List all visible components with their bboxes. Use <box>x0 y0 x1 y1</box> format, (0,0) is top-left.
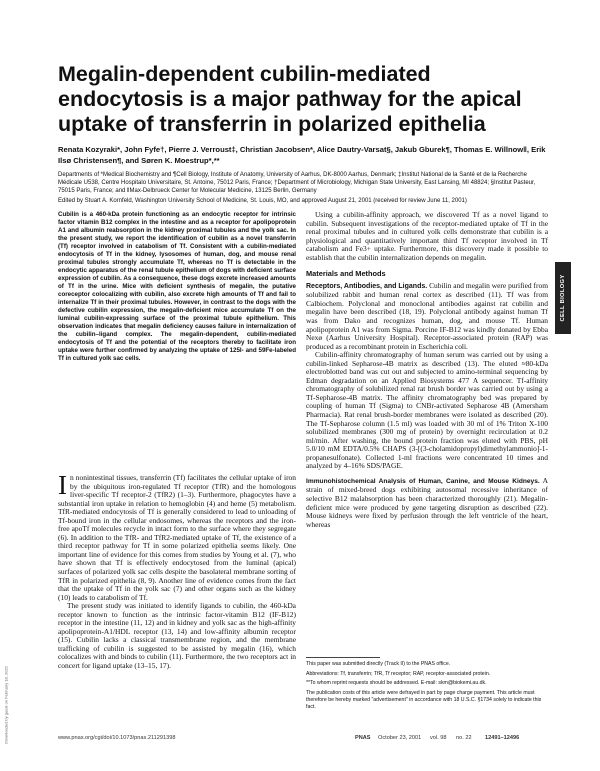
article-title: Megalin-dependent cubilin-mediated endocytosis is a major pathway for the apical uptake of transferrin in polarized epithelia <box>58 62 522 136</box>
immuno-run-head: Immunohistochemical Analysis of Human, Canine, and Mouse Kidneys. <box>306 477 540 485</box>
download-note-text: Downloaded by guest on February 18, 2022 <box>3 666 9 744</box>
right-paragraph-1: Using a cubilin-affinity approach, we discovered Tf as a novel ligand to cubilin. Subsequent investigations of the receptor-mediated uptake of Tf in the renal proximal tubules and in cultured yolk cells demonstrate that cubilin is a physiological and quantitatively important third Tf receptor involved in Tf catabolism and Fe3+ uptake. Furthermore, this discovery made it possible to establish that the cubilin internalization depends on megalin. <box>306 210 548 262</box>
section-tab-label: CELL BIOLOGY <box>560 274 566 322</box>
receptors-text: Cubilin and megalin were purified from solubilized rabbit and human renal cortex as described (11). Tf was from Calbiochem. Polyclonal and monoclonal antibodies against rat cubilin and megalin have been described (18, 19). Polyclonal antibody against human Tf was from Dako and recognizes human, dog, and mouse Tf. Human apolipoprotein A1 was from Sigma. Porcine IF-B12 was kindly donated by Ebba Nexø (Aarhus University Hospital). Receptor-associated protein (RAP) was produced as a recombinant protein in Escherichia coli. <box>306 280 548 351</box>
author-list: Renata Kozyraki*, John Fyfe†, Pierre J. Verroust‡, Christian Jacobsen*, Alice Dautry-Varsat§, Jakub Gburek¶, Thomas E. Willnow‖, Erik Ilsø Christensen¶, and Søren K. Moestrup*,** <box>58 145 546 165</box>
receptors-run-head: Receptors, Antibodies, and Ligands. <box>306 282 428 290</box>
affiliations: Departments of *Medical Biochemistry and ¶Cell Biology, Institute of Anatomy, University of Aarhus, DK-8000 Aarhus, Denmark; ‡Institut National de la Santé et de la Recherche Médicale U538, Centre Hospitalo Universitaire, St. Antoine, 75012 Paris, France; †Department of Microbiology, Michigan State University, East Lansing, MI 48824; §Institut Pasteur, 75015 Paris, France; and ‖Max-Delbrueck Center for Molecular Medicine, 13125 Berlin, Germany <box>58 172 536 194</box>
footnote: **To whom reprint requests should be addressed. E-mail: skm@biokemi.au.dk. <box>306 680 487 686</box>
introduction <box>58 470 296 671</box>
right-column <box>306 211 548 529</box>
drop-cap: I <box>58 470 67 500</box>
affinity-paragraph: Cubilin-affinity chromatography of human serum was carried out by using a cubilin-linked Sepharose-4B matrix as described (13). The eluted ≈80-kDa electroblotted band was cut out and subjected to amino-terminal sequencing by Edman degradation on an Applied Biosystems 477 A sequencer. Tf-affinity chromatography of solubilized renal rat brush border was carried out by using a Tf-Sepharose-4B matrix. The affinity chromatography bed was prepared by coupling of human Tf (Sigma) to CNBr-activated Sepharose 4B (Amersham Pharmacia). Rat renal brush-border membranes were isolated as described (20). The Tf-Sepharose column (1.5 ml) was loaded with 30 ml of 1% Triton X-100 solubilized membranes (300 mg of protein) by overnight recirculation at 0.2 ml/min. After washing, the bound protein fraction was eluted with PBS, pH 5.0/10 mM EDTA/0.5% CHAPS (3-[(3-cholamidopropyl)dimethylammonio]-1-propanesulfonate). Collected 1-ml fractions were concentrated 10 times and analyzed by 4–16% SDS/PAGE. <box>306 350 548 471</box>
receptors-paragraph <box>306 282 548 351</box>
section-tab <box>555 262 571 334</box>
volume: vol. 98 <box>430 735 447 741</box>
immuno-text: A strain of mixed-breed dogs exhibiting autosomal recessive inheritance of selective B12 malabsorption has been characterized thoroughly (21). Megalin-deficient mice were produced by gene targeting disruption as described (22). Mouse kidneys were fixed by perfusion through the left ventricle of the heart, whereas <box>306 475 549 529</box>
abstract: Cubilin is a 460-kDa protein functioning as an endocytic receptor for intrinsic factor vitamin B12 complex in the intestine and as a receptor for apolipoprotein A1 and albumin reabsorption in the kidney proximal tubules and the yolk sac. In the present study, we report the identification of cubilin as a novel transferrin (Tf) receptor involved in catabolism of Tf. Consistent with a cubilin-mediated endocytosis of Tf in the kidney, lysosomes of human, dog, and mouse renal proximal tubules strongly accumulate Tf, whereas no Tf is detectable in the endocytic apparatus of the renal tubule epithelium of dogs with deficient surface expression of cubilin. As a consequence, these dogs excrete increased amounts of Tf in the urine. Mice with deficient synthesis of megalin, the putative coreceptor colocalizing with cubilin, also excrete high amounts of Tf and fail to internalize Tf in their proximal tubules. However, in contrast to the dogs with the defective cubilin expression, the megalin-deficient mice accumulate Tf on the luminal cubilin-expressing surface of the proximal tubule epithelium. This observation indicates that megalin deficiency causes failure in internalization of the cubilin–ligand complex. The megalin-dependent, cubilin-mediated endocytosis of Tf and the potential of the receptors thereby to facilitate iron uptake were further confirmed by analyzing the uptake of 125I- and 59Fe-labeled Tf in cultured yolk sac cells. <box>58 211 296 362</box>
methods-heading: Materials and Methods <box>306 269 386 279</box>
footnote-rule <box>306 657 380 658</box>
journal-name: PNAS <box>355 735 371 741</box>
issue-date: October 23, 2001 <box>378 735 422 741</box>
footnote: This paper was submitted directly (Track II) to the PNAS office. <box>306 661 451 667</box>
footnotes <box>306 661 548 713</box>
page-range: 12491–12496 <box>485 735 520 741</box>
intro-paragraph-1-text: n nonintestinal tissues, transferrin (Tf) facilitates the cellular uptake of iron by the ubiquitous iron-regulated Tf receptor (TfR) and the homologous liver-specific Tf receptor-2 (TfR2) (1–3). Furthermore, phagocytes have a substantial iron uptake in relation to hemoglobin (4) and heme (5) metabolism. TfR-mediated endocytosis of Tf is generally considered to lead to unloading of Tf-bound iron in the cellular endosomes, whereas the receptors and the iron-free apoTf molecules recycle in intact form to the surface where they segregate (6). In addition to the TfR- and TfR2-mediated uptake of Tf, the existence of a third receptor pathway for Tf in some polarized epithelia seems likely. One important line of evidence for this comes from studies by Young et al. (7), who have shown that Tf is effectively endocytosed from the luminal (apical) surfaces of polarized yolk sac cells despite the basolateral membrane sorting of TfR in polarized epithelia (8, 9). Another line of evidence comes from the fact that the uptake of Tf in the yolk sac (7) and other organs such as the kidney (10) leads to catabolism of Tf. <box>58 473 296 602</box>
edited-by-line: Edited by Stuart A. Kornfeld, Washington University School of Medicine, St. Louis, MO, and approved August 21, 2001 (received for review June 11, 2001) <box>58 198 467 204</box>
page-footer <box>58 735 548 743</box>
footnote: The publication costs of this article were defrayed in part by page charge payment. This article must therefore be hereby marked "advertisement" in accordance with 18 U.S.C. §1734 solely to indicate this fact. <box>306 689 542 710</box>
immuno-paragraph <box>306 477 548 529</box>
intro-paragraph-1 <box>58 470 296 602</box>
intro-paragraph-2: The present study was initiated to identify ligands to cubilin, the 460-kDa receptor known to function as the intrinsic factor-vitamin B12 (IF-B12) receptor in the intestine (11, 12) and in kidney and yolk sac as the high-affinity apolipoprotein-A1/HDL receptor (13, 14) and low-affinity albumin receptor (15). Cubilin lacks a classical transmembrane region, and the membrane trafficking of cubilin is suggested to be assisted by megalin (16), which colocalizes with and binds to cubilin (11). Furthermore, the two receptors act in concert for ligand uptake (13–15, 17). <box>58 601 296 671</box>
doi-link[interactable]: www.pnas.org/cgi/doi/10.1073/pnas.211291398 <box>58 735 176 741</box>
footnote: Abbreviations: Tf, transferrin; TfR, Tf receptor; RAP, receptor-associated protein. <box>306 670 491 677</box>
download-note <box>2 640 10 770</box>
issue-number: no. 22 <box>456 735 472 741</box>
